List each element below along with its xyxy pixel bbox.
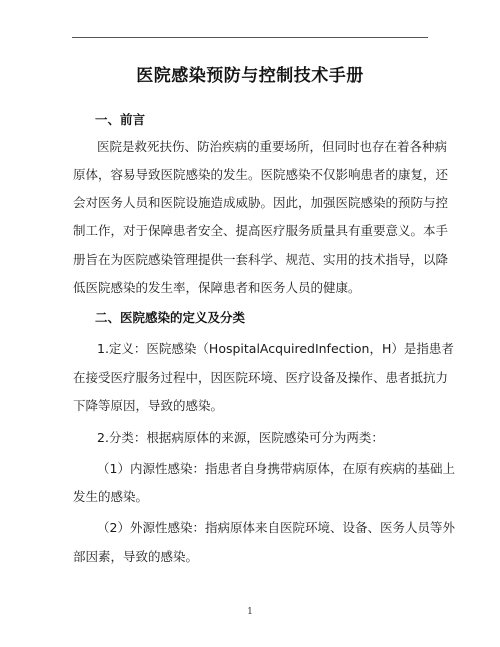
section-heading-definition: 二、医院感染的定义及分类 xyxy=(95,310,246,325)
exogenous-line: 部因素，导致的感染。 xyxy=(73,549,199,564)
endogenous-line: 发生的感染。 xyxy=(73,489,149,504)
definition-line: 下降等原因，导致的感染。 xyxy=(73,398,224,413)
preface-line: 会对医务人员和医院设施造成威胁。因此，加强医院感染的预防与控 xyxy=(73,195,449,210)
header-rule xyxy=(72,37,428,38)
exogenous-line: （2）外源性感染：指病原体来自医院环境、设备、医务人员等外 xyxy=(97,520,455,535)
page-number: 1 xyxy=(247,607,253,617)
preface-line: 册旨在为医院感染管理提供一套科学、规范、实用的技术指导，以降 xyxy=(73,252,449,267)
section-heading-preface: 一、前言 xyxy=(95,112,146,127)
preface-line: 医院是救死扶伤、防治疾病的重要场所，但同时也存在着各种病 xyxy=(97,139,448,154)
preface-line: 原体，容易导致医院感染的发生。医院感染不仅影响患者的康复，还 xyxy=(73,167,449,182)
preface-line: 制工作，对于保障患者安全、提高医疗服务质量具有重要意义。本手 xyxy=(73,223,449,238)
document-title: 医院感染预防与控制技术手册 xyxy=(136,66,364,86)
definition-line: 1.定义：医院感染（HospitalAcquiredInfection，H）是指患者 xyxy=(97,341,454,356)
preface-line: 低医院感染的发生率，保障患者和医务人员的健康。 xyxy=(73,280,361,295)
endogenous-line: （1）内源性感染：指患者自身携带病原体，在原有疾病的基础上 xyxy=(97,461,455,476)
definition-line: 在接受医疗服务过程中，因医院环境、医疗设备及操作、患者抵抗力 xyxy=(73,370,449,385)
classification-intro: 2.分类：根据病原体的来源，医院感染可分为两类： xyxy=(97,430,384,445)
